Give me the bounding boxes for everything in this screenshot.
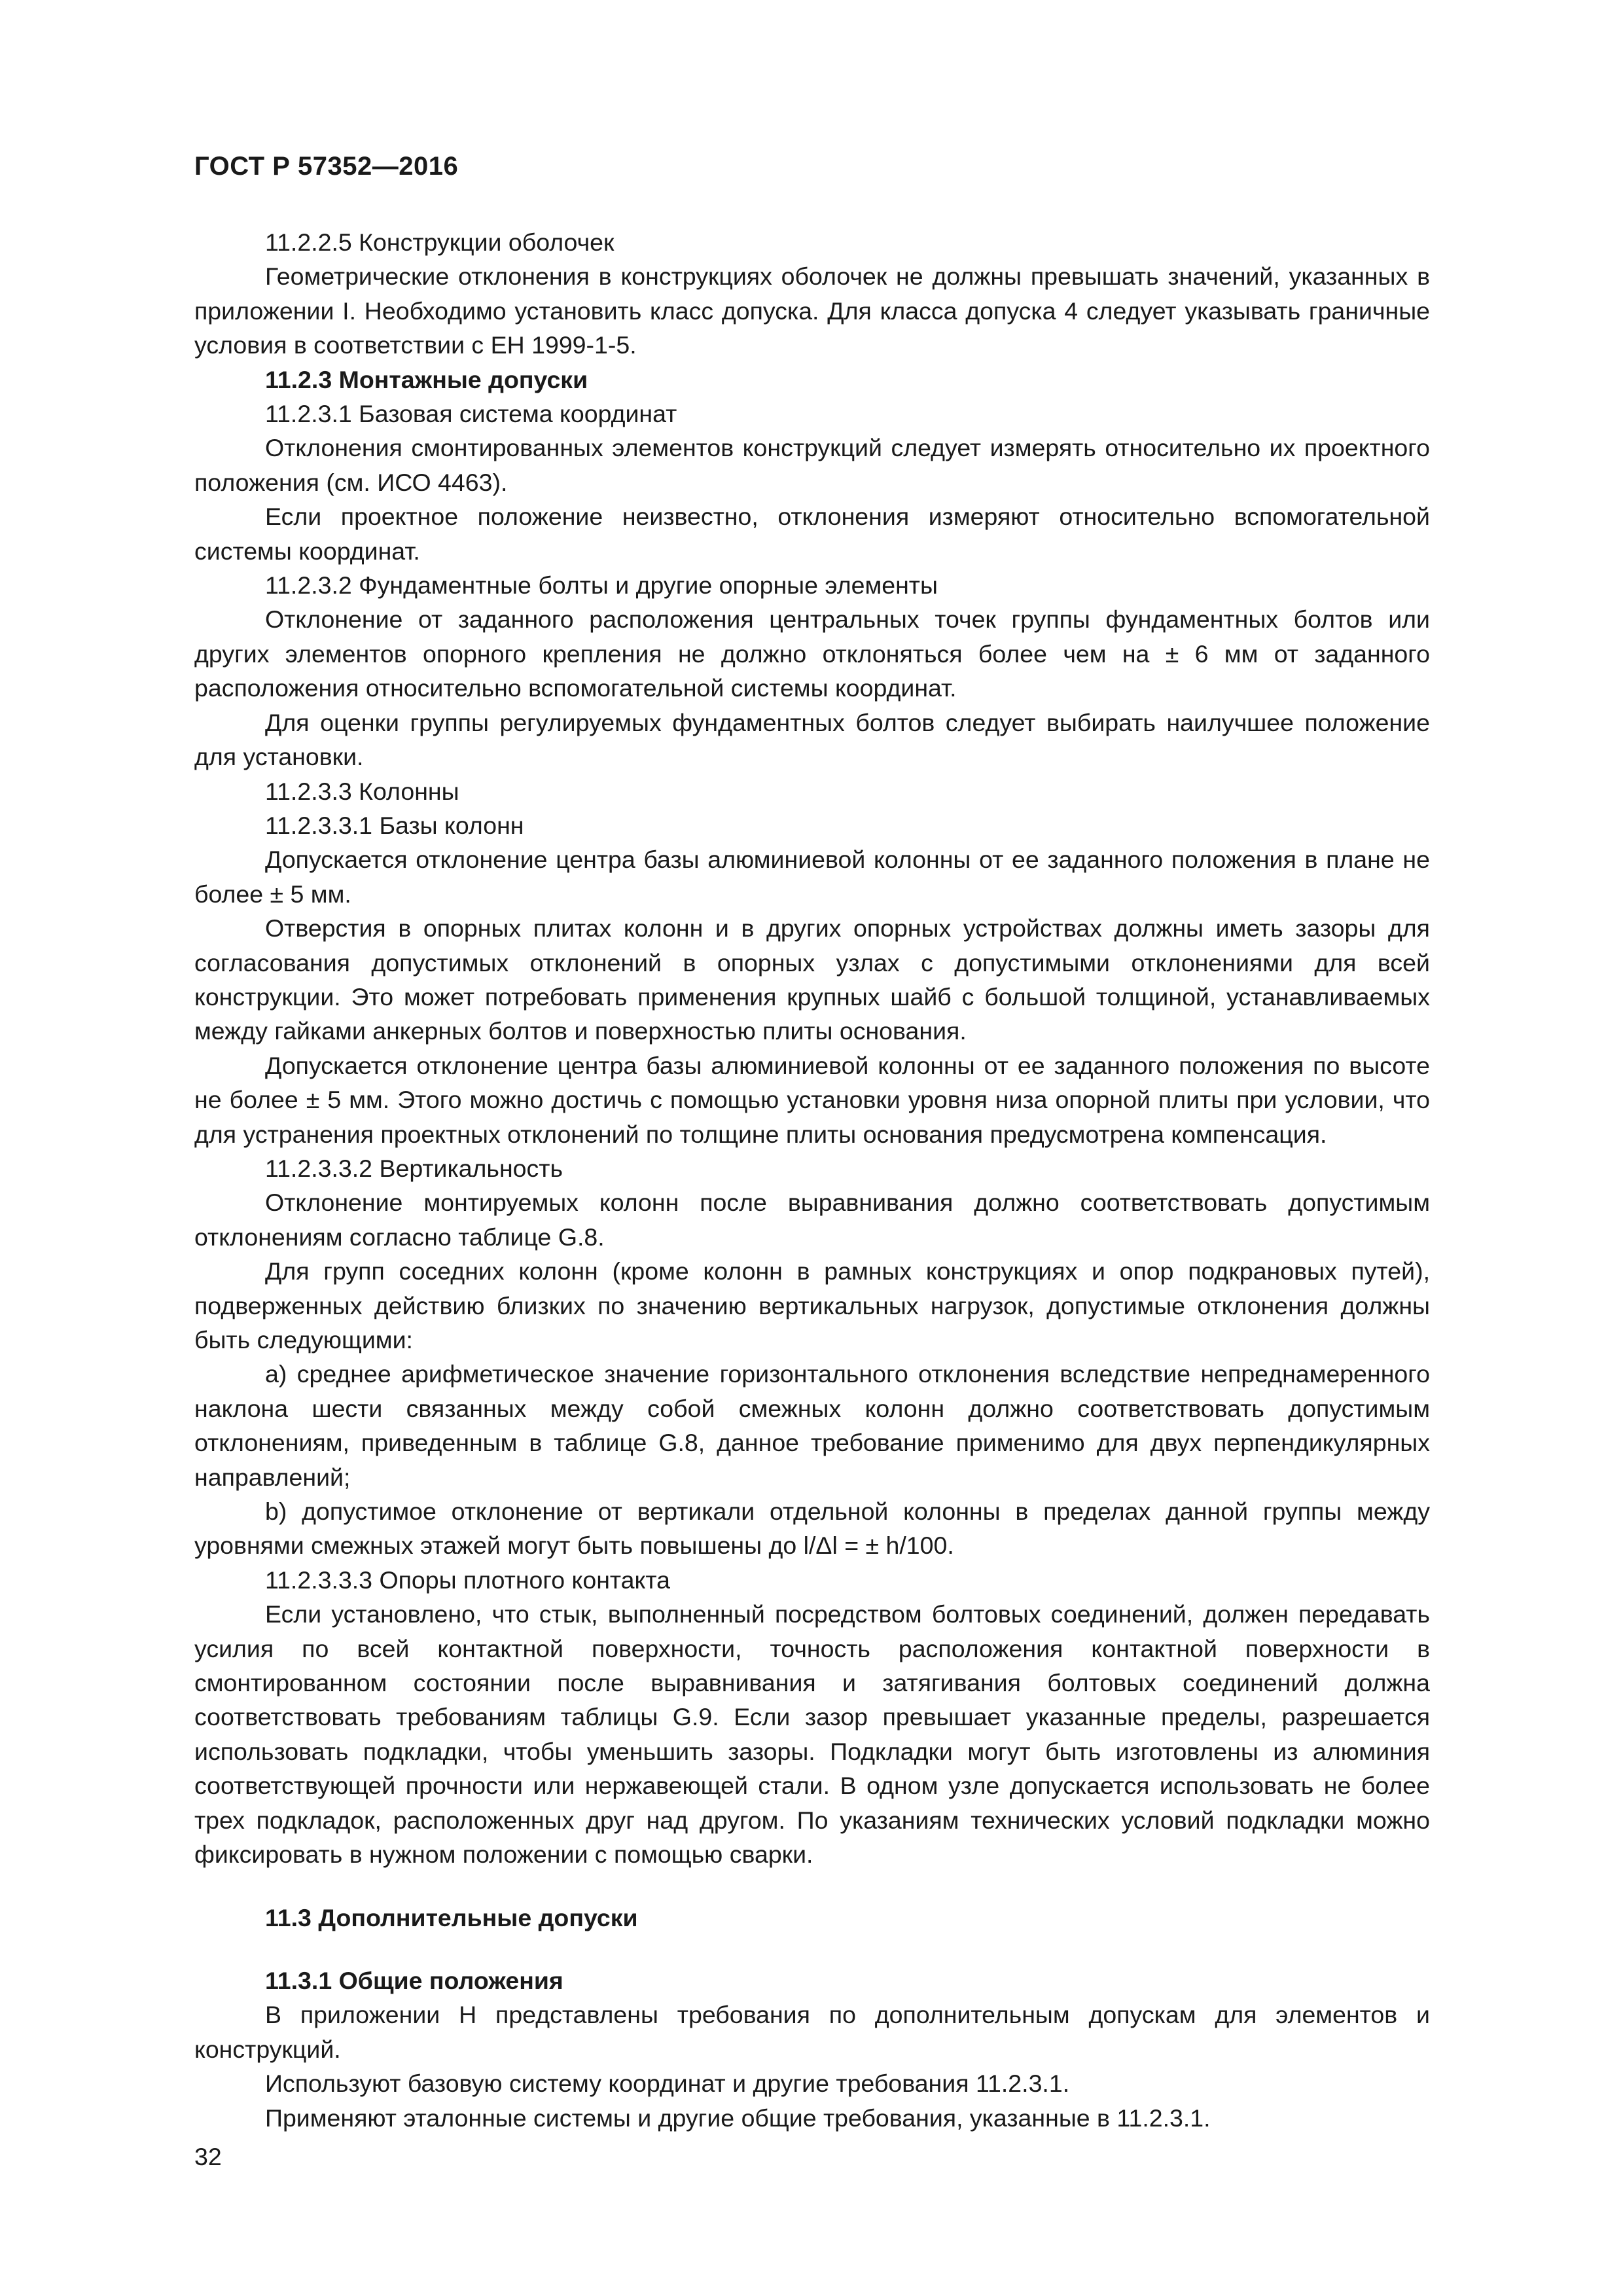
paragraph: Для групп соседних колонн (кроме колонн в рамных конструкциях и опор подкрановых путей), подверженных действию близких по значению вертикальных нагрузок, допустимые отклонения должны быть следующими: [194,1257,1430,1354]
document-header: ГОСТ Р 57352—2016 [194,152,459,181]
page-number: 32 [194,2143,222,2170]
section-heading-11-2-3: 11.2.3 Монтажные допуски [265,365,588,393]
section-heading-11-3-1: 11.3.1 Общие положения [265,1966,563,1994]
paragraph: Отклонения смонтированных элементов конструкций следует измерять относительно их проектного положения (см. ИСО 4463). [194,434,1430,496]
list-item: b) допустимое отклонение от вертикали отдельной колонны в пределах данной группы между уровнями смежных этажей могут быть повышены до l/Δl = ± h/100. [194,1498,1430,1560]
section-heading-11-2-3-3: 11.2.3.3 Колонны [265,777,459,805]
paragraph: Допускается отклонение центра базы алюминиевой колонны от ее заданного положения по высоте не более ± 5 мм. Этого можно достичь с помощью установки уровня низа опорной плиты при условии, что для устранения проектных отклонений по толщине плиты основания предусмотрена компенсация. [194,1051,1430,1148]
section-heading-11-2-3-3-3: 11.2.3.3.3 Опоры плотного контакта [265,1566,670,1594]
paragraph: Применяют эталонные системы и другие общие требования, указанные в 11.2.3.1. [265,2104,1211,2132]
paragraph: Отклонение монтируемых колонн после выравнивания должно соответствовать допустимым отклонениям согласно таблице G.8. [194,1189,1430,1251]
section-heading-11-2-3-2: 11.2.3.2 Фундаментные болты и другие опорные элементы [265,571,938,600]
paragraph: Отклонение от заданного расположения центральных точек группы фундаментных болтов или других элементов опорного крепления не должно отклоняться более чем на ± 6 мм от заданного расположения относительно вспомогательной системы координат. [194,605,1430,702]
paragraph: Для оценки группы регулируемых фундаментных болтов следует выбирать наилучшее положение для установки. [194,708,1430,771]
paragraph: Отверстия в опорных плитах колонн и в других опорных устройствах должны иметь зазоры для согласования допустимых отклонений в опорных узлах с допустимыми отклонениями для всей конструкции. Это может потребовать применения крупных шайб с большой толщиной, устанавливаемых между гайками анкерных болтов и поверхностью плиты основания. [194,914,1430,1045]
section-heading-11-2-3-3-2: 11.2.3.3.2 Вертикальность [265,1154,563,1182]
paragraph: В приложении Н представлены требования по дополнительным допускам для элементов и конструкций. [194,2001,1430,2063]
section-heading-11-3: 11.3 Дополнительные допуски [265,1903,638,1931]
paragraph: Используют базовую систему координат и другие требования 11.2.3.1. [265,2070,1070,2098]
list-item: a) среднее арифметическое значение горизонтального отклонения вследствие непреднамеренного наклона шести связанных между собой смежных колонн должно соответствовать допустимым отклонениям, приведенным в таблице G.8, данное требование применимо для двух перпендикулярных направлений; [194,1360,1430,1491]
paragraph: Если установлено, что стык, выполненный посредством болтовых соединений, должен передавать усилия по всей контактной поверхности, точность расположения контактной поверхности в смонтированном состоянии после выравнивания и затягивания болтовых соединений должна соответствовать требованиям таблицы G.9. Если зазор превышает указанные пределы, разрешается использовать подкладки, чтобы уменьшить зазоры. Подкладки могут быть изготовлены из алюминия соответствующей прочности или нержавеющей стали. В одном узле допускается использовать не более трех подкладок, расположенных друг над другом. По указаниям технических условий подкладки можно фиксировать в нужном положении с помощью сварки. [194,1600,1430,1869]
paragraph: Если проектное положение неизвестно, отклонения измеряют относительно вспомогательной системы координат. [194,503,1430,565]
paragraph: Допускается отклонение центра базы алюминиевой колонны от ее заданного положения в плане не более ± 5 мм. [194,846,1430,908]
section-heading-11-2-3-1: 11.2.3.1 Базовая система координат [265,400,677,428]
section-heading-11-2-2-5: 11.2.2.5 Конструкции оболочек [265,228,615,256]
paragraph: Геометрические отклонения в конструкциях оболочек не должны превышать значений, указанных в приложении I. Необходимо установить класс допуска. Для класса допуска 4 следует указывать граничные условия в соответствии с ЕН 1999-1-5. [194,262,1430,359]
document-body [194,225,1430,2135]
section-heading-11-2-3-3-1: 11.2.3.3.1 Базы колонн [265,811,524,839]
